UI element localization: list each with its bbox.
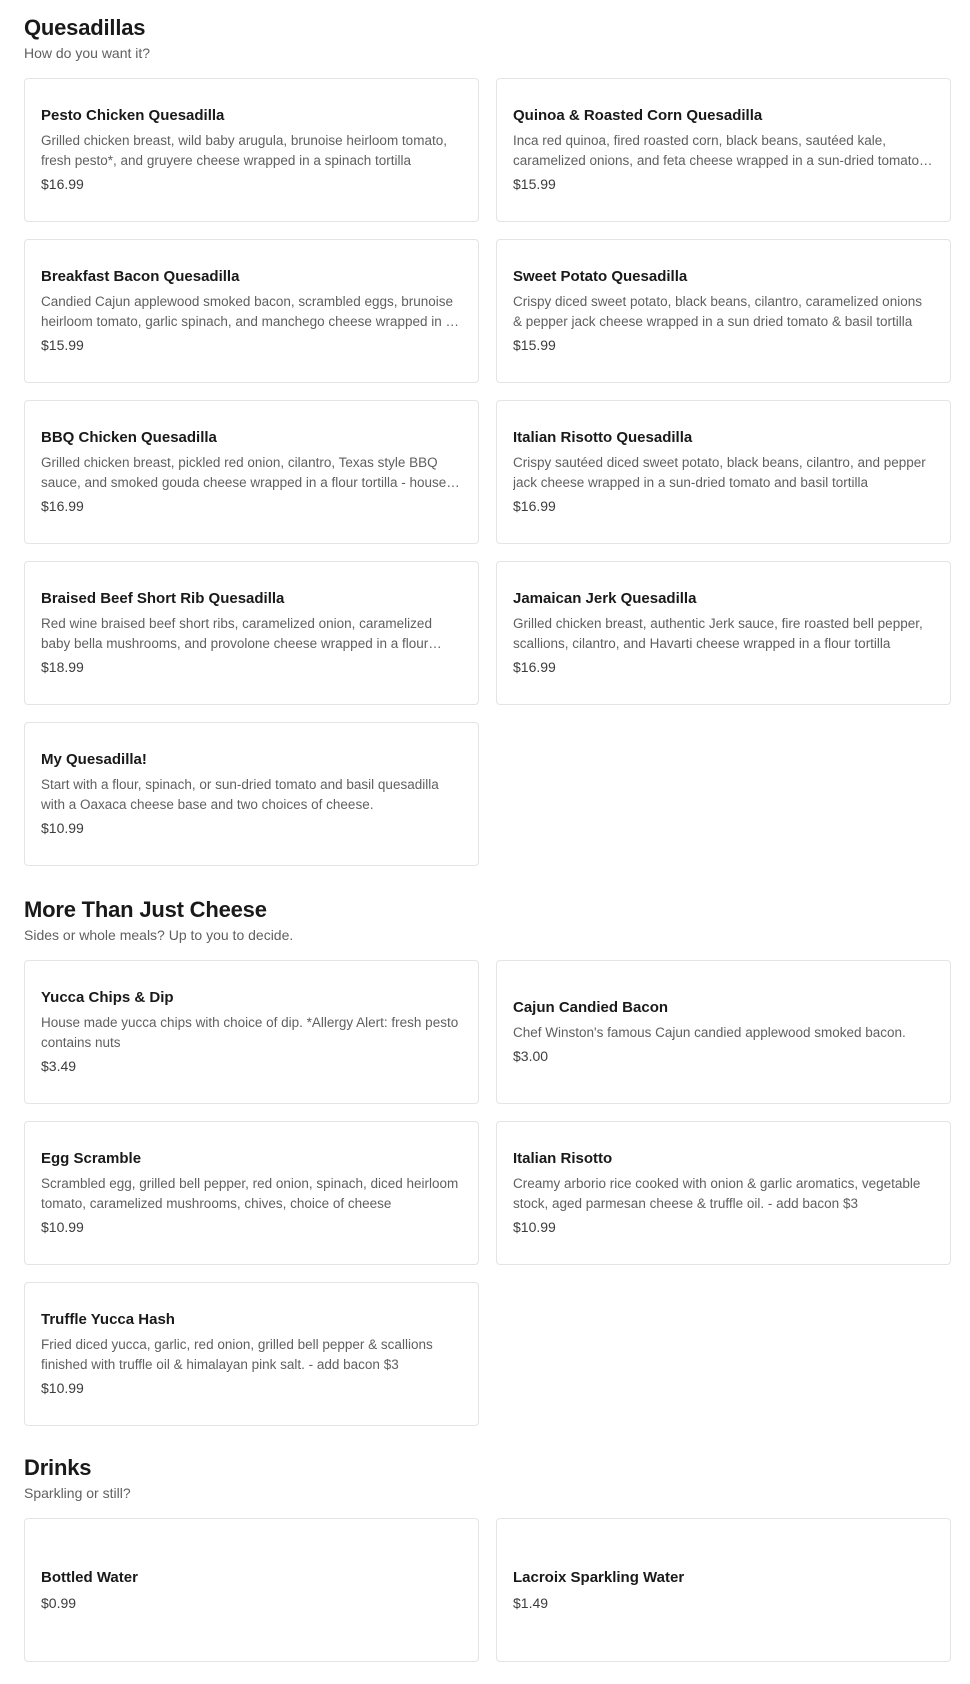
item-description: Crispy diced sweet potato, black beans, cilantro, caramelized onions & pepper jack cheese wrapped in a sun dried tomato & basil tortilla	[513, 294, 922, 329]
section-title: Quesadillas	[24, 15, 146, 40]
item-name: Cajun Candied Bacon	[513, 999, 669, 1016]
item-name: Quinoa & Roasted Corn Quesadilla	[513, 107, 763, 124]
menu-item-card[interactable]	[496, 400, 951, 544]
menu-grid	[24, 1518, 954, 1662]
menu-item-card[interactable]	[24, 78, 479, 222]
item-name: Egg Scramble	[41, 1150, 142, 1167]
menu-item-card[interactable]	[24, 1518, 479, 1662]
menu-grid	[24, 960, 954, 1426]
item-description: Grilled chicken breast, pickled red onion, cilantro, Texas style BBQ sauce, and smoked gouda cheese wrapped in a flour tortilla - house	[41, 455, 447, 490]
item-price: $10.99	[513, 1219, 556, 1235]
item-name: Breakfast Bacon Quesadilla	[41, 268, 240, 285]
item-description: Start with a flour, spinach, or sun-dried tomato and basil quesadilla with a Oaxaca cheese base and two choices of cheese.	[41, 777, 439, 812]
item-price: $15.99	[41, 337, 84, 353]
item-name: Bottled Water	[41, 1568, 138, 1586]
item-description: Grilled chicken breast, authentic Jerk sauce, fire roasted bell pepper, scallions, cilantro, and Havarti cheese wrapped in a flour tortilla	[513, 616, 923, 651]
item-name: Truffle Yucca Hash	[41, 1311, 175, 1328]
item-name: Italian Risotto	[513, 1150, 613, 1167]
item-description: Creamy arborio rice cooked with onion & garlic aromatics, vegetable stock, aged parmesan cheese & truffle oil. - add bacon $3	[513, 1176, 921, 1211]
menu-item-card[interactable]	[24, 561, 479, 705]
section-quesadillas	[24, 14, 954, 836]
menu-item-card[interactable]	[24, 1282, 479, 1426]
menu-item-card[interactable]	[496, 239, 951, 383]
item-price: $16.99	[513, 659, 556, 675]
item-name: My Quesadilla!	[41, 751, 147, 768]
item-name: BBQ Chicken Quesadilla	[41, 429, 217, 446]
item-name: Italian Risotto Quesadilla	[513, 429, 693, 446]
item-name: Jamaican Jerk Quesadilla	[513, 590, 697, 607]
section-subtitle: Sparkling or still?	[24, 1485, 131, 1501]
item-price: $15.99	[513, 337, 556, 353]
item-price: $10.99	[41, 1219, 84, 1235]
section-title: More Than Just Cheese	[24, 897, 267, 922]
menu-grid	[24, 78, 954, 866]
menu-item-card[interactable]	[496, 1121, 951, 1265]
item-description: Scrambled egg, grilled bell pepper, red onion, spinach, diced heirloom tomato, caramelized mushrooms, chives, choice of cheese	[41, 1176, 459, 1211]
item-description: Grilled chicken breast, wild baby arugula, brunoise heirloom tomato, fresh pesto*, and gruyere cheese wrapped in a spinach tortilla	[41, 133, 447, 168]
menu-item-card[interactable]	[24, 239, 479, 383]
item-price: $18.99	[41, 659, 84, 675]
section-subtitle: How do you want it?	[24, 45, 151, 61]
menu-item-card[interactable]	[496, 78, 951, 222]
item-description: Fried diced yucca, garlic, red onion, grilled bell pepper & scallions finished with truffle oil & himalayan pink salt. - add bacon $3	[41, 1337, 433, 1372]
item-description: Red wine braised beef short ribs, caramelized onion, caramelized baby bella mushrooms, and provolone cheese wrapped in a flour	[41, 616, 432, 651]
item-price: $15.99	[513, 176, 556, 192]
item-description: Inca red quinoa, fired roasted corn, black beans, sautéed kale, caramelized onions, and feta cheese wrapped in a sun-dried tomato	[513, 133, 919, 168]
item-name: Yucca Chips & Dip	[41, 989, 174, 1006]
item-price: $3.00	[513, 1048, 549, 1064]
item-name: Pesto Chicken Quesadilla	[41, 107, 225, 124]
item-price: $16.99	[513, 498, 556, 514]
item-price: $0.99	[41, 1594, 77, 1611]
section-subtitle: Sides or whole meals? Up to you to decide.	[24, 927, 294, 943]
menu-item-card[interactable]	[496, 960, 951, 1104]
section-more-than-just-cheese	[24, 896, 954, 1396]
item-description: Chef Winston's famous Cajun candied applewood smoked bacon.	[513, 1025, 906, 1040]
menu-item-card[interactable]	[496, 1518, 951, 1662]
item-name: Lacroix Sparkling Water	[513, 1568, 685, 1586]
item-price: $16.99	[41, 498, 84, 514]
menu-item-card[interactable]	[496, 561, 951, 705]
section-drinks	[24, 1454, 954, 1611]
item-price: $10.99	[41, 1380, 84, 1396]
item-name: Sweet Potato Quesadilla	[513, 268, 688, 285]
menu-item-card[interactable]	[24, 1121, 479, 1265]
item-description: Crispy sautéed diced sweet potato, black beans, cilantro, and pepper jack cheese wrapped in a sun-dried tomato and basil tortilla	[513, 455, 926, 490]
item-description: Candied Cajun applewood smoked bacon, scrambled eggs, brunoise heirloom tomato, garlic spinach, and manchego cheese wrapped in a	[41, 294, 454, 329]
menu-item-card[interactable]	[24, 960, 479, 1104]
item-price: $16.99	[41, 176, 84, 192]
item-price: $10.99	[41, 820, 84, 836]
section-title: Drinks	[24, 1455, 92, 1480]
item-name: Braised Beef Short Rib Quesadilla	[41, 590, 285, 607]
item-price: $1.49	[513, 1594, 549, 1611]
item-description: House made yucca chips with choice of dip. *Allergy Alert: fresh pesto contains nuts	[41, 1015, 459, 1050]
menu-item-card[interactable]	[24, 722, 479, 866]
menu-item-card[interactable]	[24, 400, 479, 544]
item-price: $3.49	[41, 1058, 77, 1074]
